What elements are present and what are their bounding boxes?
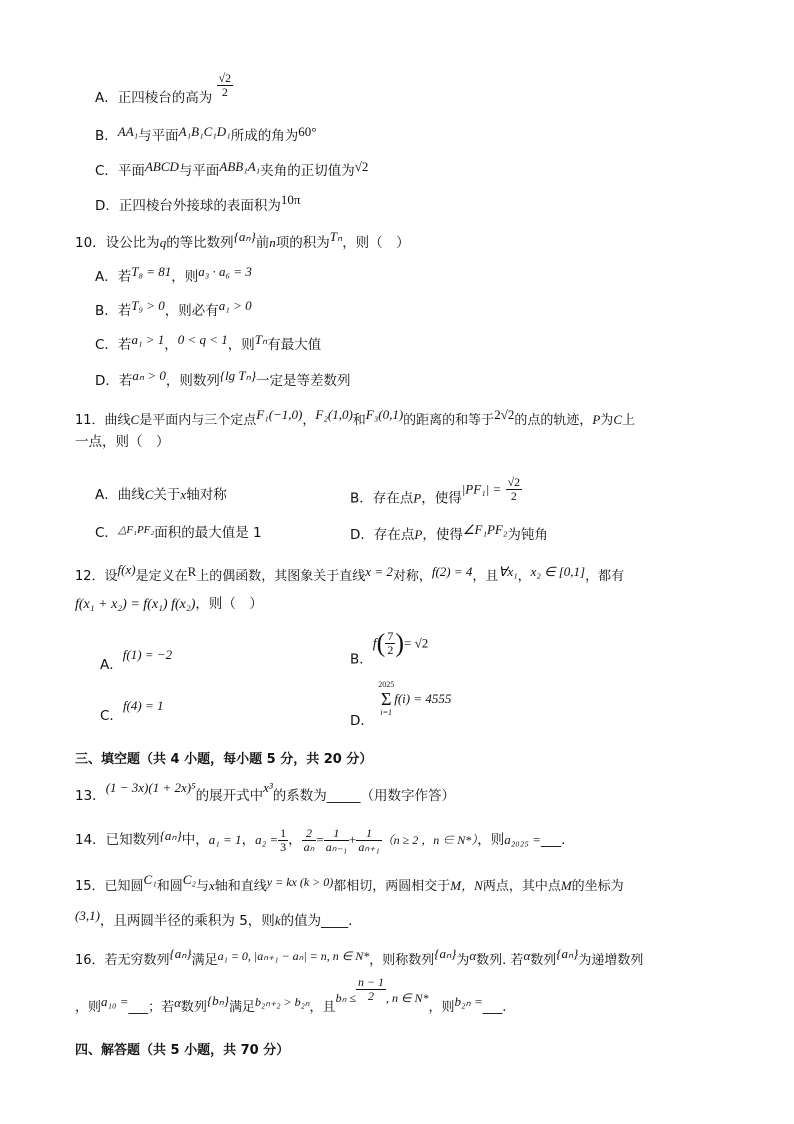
q16-seq: {aₙ} — [169, 946, 192, 961]
q10-stem — [75, 227, 410, 253]
q12-option-c — [100, 696, 163, 726]
q10-d-a: D．若 — [95, 373, 133, 389]
q16-seq2: {aₙ} — [434, 946, 457, 961]
q13-x3: x³ — [263, 780, 273, 795]
q9-c-tail: 夹角的正切值为 — [260, 163, 355, 179]
q10-stem-c: 前 — [255, 235, 270, 251]
q11-f: 上 — [621, 413, 635, 428]
q12-b-label: B． — [350, 651, 373, 668]
q10-seq: {aₙ} — [233, 229, 256, 244]
q11-option-a — [95, 485, 227, 505]
q15-e: 都相切，两圆相交于 — [333, 879, 451, 894]
q14-n2: 1 — [324, 827, 349, 841]
q14-f2 — [324, 827, 349, 854]
q16-a10: a₁₀ = — [101, 994, 129, 1009]
q9-a-text: A．正四棱台的高为 — [95, 90, 213, 106]
q12-b-post: = √2 — [404, 635, 429, 651]
q11-d: 的点的轨迹， — [514, 413, 593, 428]
q13 — [75, 778, 455, 806]
q16-a: 16．若无穷数列 — [75, 953, 170, 968]
q10-a-m1: T₈ = 81 — [131, 264, 172, 279]
q16-d: 为 — [456, 953, 470, 968]
q11-b: 是平面内与三个定点 — [139, 413, 257, 428]
q11-b-den: 2 — [510, 489, 517, 503]
q14-a1: a₁ = 1 — [208, 832, 242, 847]
q16-b2n: b₂ₙ = — [454, 994, 483, 1009]
q11-F1: F₁(−1,0) — [256, 407, 303, 422]
q10-option-a — [95, 262, 252, 287]
q11-c: 的距离的和等于 — [403, 413, 495, 428]
q12-c-label: C． — [100, 708, 123, 724]
q16-alpha: α — [469, 948, 477, 963]
q10-b-m1: T₉ > 0 — [131, 298, 165, 313]
q14-plus: + — [349, 832, 357, 847]
q16-l2c: 数列 — [180, 1000, 207, 1015]
q9-a-fraction — [217, 72, 234, 99]
q10-b-m2: a₁ > 0 — [218, 298, 252, 313]
q10-b-b: ，则必有 — [164, 303, 219, 319]
q12-d-sigma: Σ — [380, 689, 392, 709]
q10-option-c — [95, 330, 321, 355]
q12-d-label: D． — [350, 713, 374, 729]
q12-d-bot: i=1 — [380, 708, 393, 717]
q11-a-C: C — [144, 487, 154, 502]
q9-option-a — [95, 71, 233, 108]
q12-b: 是定义在 — [135, 569, 188, 584]
q11-d-P: P — [414, 527, 423, 542]
q12-x2: x₂ ∈ [0,1] — [530, 564, 586, 579]
q9-b-math2: A₁B₁C₁D₁ — [178, 124, 231, 139]
q9-a-den: 2 — [221, 85, 228, 99]
q16-l2f: ，则 — [428, 1000, 455, 1015]
q12-R: R — [187, 564, 197, 579]
q10-d-m2: {lg Tₙ} — [219, 368, 257, 383]
q12-f-tail: ，都有 — [585, 569, 625, 584]
q12-c-m: f(4) = 1 — [122, 698, 164, 713]
q15-x: x — [208, 878, 215, 893]
q14-seq: {aₙ} — [159, 828, 182, 843]
q9-option-c — [95, 157, 368, 181]
q16-bcond: b₂ₙ₊₂ > b₂ₙ — [255, 995, 310, 1009]
q12-f2: f(2) = 4 — [431, 564, 473, 579]
q10-stem-e: ，则（ ） — [342, 235, 410, 251]
q11-option-d — [350, 520, 548, 545]
q9-c-math1: ABCD — [144, 159, 179, 174]
q15-l2b: 的值为____. — [280, 913, 353, 929]
q15-MN: M，N — [450, 878, 483, 893]
q11-F3: F₃(0,1) — [365, 407, 404, 422]
q11-b-a: B．存在点 — [350, 490, 414, 507]
q15-pt: (3,1) — [75, 908, 100, 923]
q9-c-label: C．平面 — [95, 163, 145, 179]
q14-cond: （n ≥ 2 ，n ∈ N*） — [381, 833, 478, 847]
q14-n1: 2 — [302, 827, 317, 841]
q11-F2: F₂(1,0) — [315, 407, 353, 422]
q10-b-a: B．若 — [95, 303, 132, 319]
q16-alpha2: α — [523, 948, 531, 963]
q14-eq: = — [316, 832, 324, 847]
q13-c: 的系数为_____（用数字作答） — [272, 788, 456, 804]
q16-e: 数列. 若 — [476, 953, 524, 968]
q9-c-math2: ABB₁A₁ — [219, 159, 261, 174]
q15-k: k — [274, 913, 281, 928]
q10-stem-a: 10．设公比为 — [75, 235, 160, 251]
q12-d-sum — [378, 680, 394, 718]
q10-option-b — [95, 296, 252, 321]
q13-a: 13． — [75, 788, 106, 804]
q11-d-m: ∠F₁PF₂ — [462, 522, 508, 537]
q11-sep: ， — [302, 413, 316, 428]
q10-c-a: C．若 — [95, 337, 132, 353]
q9-c-value: √2 — [354, 159, 369, 174]
q11-b-m: |PF₁| = — [461, 481, 502, 497]
q14-a2-frac — [278, 827, 288, 854]
q9-option-b — [95, 122, 316, 146]
q16-l2a: ，则 — [75, 1000, 102, 1015]
q14-f: ___. — [540, 832, 566, 848]
q9-b-value: 60° — [298, 124, 317, 139]
q12-sep: ， — [517, 569, 531, 584]
q16-l2d: 满足 — [229, 1000, 256, 1015]
q14-n3: 1 — [356, 827, 381, 841]
q12-stem-line1 — [75, 560, 624, 587]
q11-P: P — [592, 412, 601, 427]
q9-b-math1: AA₁ — [117, 124, 139, 139]
q10-c-m2: 0 < q < 1 — [177, 332, 228, 347]
q14-a2-den: 3 — [280, 839, 287, 854]
q12-b-pre: f — [372, 636, 377, 652]
q16-bn: bₙ ≤ — [335, 991, 356, 1005]
q10-a-m2: a₃ · a₆ = 3 — [198, 264, 252, 279]
q15-g: 的坐标为 — [571, 879, 624, 894]
q14-a2pre: a₂ = — [255, 832, 279, 847]
q11-b-P: P — [413, 490, 422, 506]
q12-l2-b: ，则（ ） — [195, 596, 263, 612]
q9-a-num: √2 — [218, 71, 232, 85]
q14-d2: aₙ₋₁ — [325, 839, 348, 854]
q15-line1 — [75, 870, 624, 897]
q11-a: 11．曲线 — [75, 413, 131, 428]
q9-b-mid: 与平面 — [138, 128, 179, 144]
q12-forall: ∀x₁ — [498, 564, 518, 579]
q12-a-label: A． — [100, 657, 123, 673]
q15-c: 与 — [195, 879, 209, 894]
q12-d-top: 2025 — [378, 680, 395, 689]
q14-a2-num: 1 — [280, 825, 287, 840]
q11-e: 为 — [600, 413, 614, 428]
q9-b-label: B． — [95, 128, 118, 144]
q11-b-num: √2 — [507, 475, 521, 489]
q14-f1 — [302, 827, 317, 854]
q12-d-m: f(i) = 4555 — [394, 691, 452, 706]
q12-option-a — [100, 645, 172, 675]
q10-q: q — [159, 235, 167, 250]
q11-a-a: A．曲线 — [95, 487, 145, 503]
section-3-heading: 三、填空题（共 4 小题，每小题 5 分，共 20 分） — [75, 752, 373, 767]
q12-a-m: f(1) = −2 — [122, 647, 173, 662]
q9-c-mid: 与平面 — [178, 163, 220, 179]
q11-option-b — [350, 476, 522, 509]
q10-option-d — [95, 366, 351, 391]
q11-stem-line1 — [75, 405, 635, 431]
q16-f: 数列 — [530, 953, 557, 968]
q12-option-b: B．f( $\frac{7}{2}$ )= √2 — [350, 628, 429, 668]
q11-dist: 2√2 — [494, 407, 515, 422]
q10-c-c: ，则 — [227, 337, 255, 353]
q16-c: ，则称数列 — [369, 953, 435, 968]
q16-l2g: ___. — [482, 1000, 507, 1015]
q10-c-m3: Tₙ — [254, 332, 268, 347]
q10-d-m1: aₙ > 0 — [132, 368, 166, 383]
q16-line1 — [75, 944, 643, 971]
q12-b-num: 7 — [387, 629, 394, 643]
q9-d-label: D．正四棱台外接球的表面积为 — [95, 198, 281, 214]
q14 — [75, 826, 565, 854]
q12-line: x = 2 — [365, 564, 393, 579]
q11-a-b: 关于 — [153, 487, 181, 503]
q16-bseq: {bₙ} — [206, 993, 230, 1008]
q15-d: 轴和直线 — [214, 879, 267, 894]
q15-b: 和圆 — [156, 879, 183, 894]
q16-g: 为递增数列 — [578, 953, 644, 968]
q12-a: 12．设 — [75, 569, 118, 584]
q11-c-b: 面积的最大值是 1 — [154, 525, 262, 541]
q10-stem-d: 项的积为 — [275, 235, 330, 251]
q11-and: 和 — [352, 413, 366, 428]
q15-M: M — [560, 878, 572, 893]
q10-c-b: ， — [164, 337, 178, 353]
q15-a: 15．已知圆 — [75, 879, 144, 894]
q12-d: 对称， — [392, 569, 432, 584]
q15-C1: C₁ — [143, 872, 157, 887]
section-4-heading: 四、解答题（共 5 小题，共 70 分） — [75, 1043, 290, 1058]
q12-b-den: 2 — [387, 643, 394, 657]
q9-option-d — [95, 190, 300, 216]
q15-f: 两点，其中点 — [482, 879, 561, 894]
q10-a-b: ，则 — [171, 269, 199, 285]
q11-C2: C — [613, 412, 622, 427]
q16-b: 满足 — [191, 953, 218, 968]
q15-line: y = kx (k > 0) — [266, 875, 334, 889]
q14-d: ， — [288, 832, 302, 848]
q16-l2b: ___；若 — [128, 1000, 175, 1015]
q10-c-d: 有最大值 — [267, 337, 322, 353]
q10-d-c: 一定是等差数列 — [256, 373, 351, 389]
q14-e: ，则 — [477, 832, 505, 848]
q12-c: 上的偶函数，其图象关于直线 — [196, 569, 366, 584]
q15-C2: C₂ — [182, 872, 196, 887]
q10-stem-b: 的等比数列 — [166, 235, 234, 251]
q11-d-a: D．存在点 — [350, 527, 415, 543]
q10-n: n — [269, 235, 276, 250]
q13-m: (1 − 3x)(1 + 2x)⁵ — [105, 780, 196, 795]
q16-bfrac — [356, 976, 386, 1003]
q16-bden: 2 — [367, 989, 374, 1003]
q11-b-b: ，使得 — [421, 490, 462, 507]
q11-option-c — [95, 520, 262, 543]
q11-b-fraction — [506, 476, 523, 503]
q14-a: 14．已知数列 — [75, 832, 160, 848]
q10-T: Tₙ — [329, 229, 343, 244]
q9-b-tail: 所成的角为 — [230, 128, 299, 144]
q16-bn-tail: , n ∈ N* — [386, 991, 429, 1005]
q14-ask: a₂₀₂₅ = — [504, 832, 541, 847]
q11-C: C — [130, 412, 140, 427]
q15-l2a: ，且两圆半径的乘积为 5，则 — [99, 913, 275, 929]
q15-line2 — [75, 906, 352, 931]
q14-d1: aₙ — [303, 839, 315, 854]
q10-c-m1: a₁ > 1 — [131, 332, 165, 347]
q16-seq3: {aₙ} — [556, 946, 579, 961]
q14-f3 — [356, 827, 381, 854]
q12-e: ，且 — [472, 569, 499, 584]
q9-d-value: 10π — [280, 192, 301, 207]
q16-alpha3: α — [174, 995, 181, 1010]
q13-b: 的展开式中 — [195, 788, 264, 804]
q16-l2e: ，且 — [309, 1000, 336, 1015]
q16-line2 — [75, 975, 507, 1018]
q12-stem-line2 — [75, 594, 263, 615]
q10-a-a: A．若 — [95, 269, 132, 285]
q14-c: ， — [241, 832, 256, 848]
q14-b: 中， — [181, 832, 209, 848]
q16-cond: a₁ = 0, |aₙ₊₁ − aₙ| = n, n ∈ N* — [217, 949, 370, 963]
q12-b-fraction — [385, 630, 395, 657]
q11-c-m: △F₁PF₂ — [117, 524, 155, 536]
q14-d3: aₙ₊₁ — [358, 839, 380, 854]
q11-stem-line2: 一点，则（ ） — [75, 434, 170, 450]
q11-c-a: C． — [95, 525, 118, 541]
q10-d-b: ，则数列 — [165, 373, 220, 389]
q11-a-c: 轴对称 — [186, 487, 227, 503]
q16-bnum: n − 1 — [357, 975, 385, 989]
q12-f: f(x) — [117, 562, 136, 577]
q12-l2-m: f(x₁ + x₂) = f(x₁) f(x₂) — [75, 597, 196, 612]
q12-option-d — [350, 680, 451, 731]
q11-d-c: 为钝角 — [507, 527, 548, 543]
q11-a-x: x — [180, 487, 187, 502]
q11-d-b: ，使得 — [422, 527, 463, 543]
